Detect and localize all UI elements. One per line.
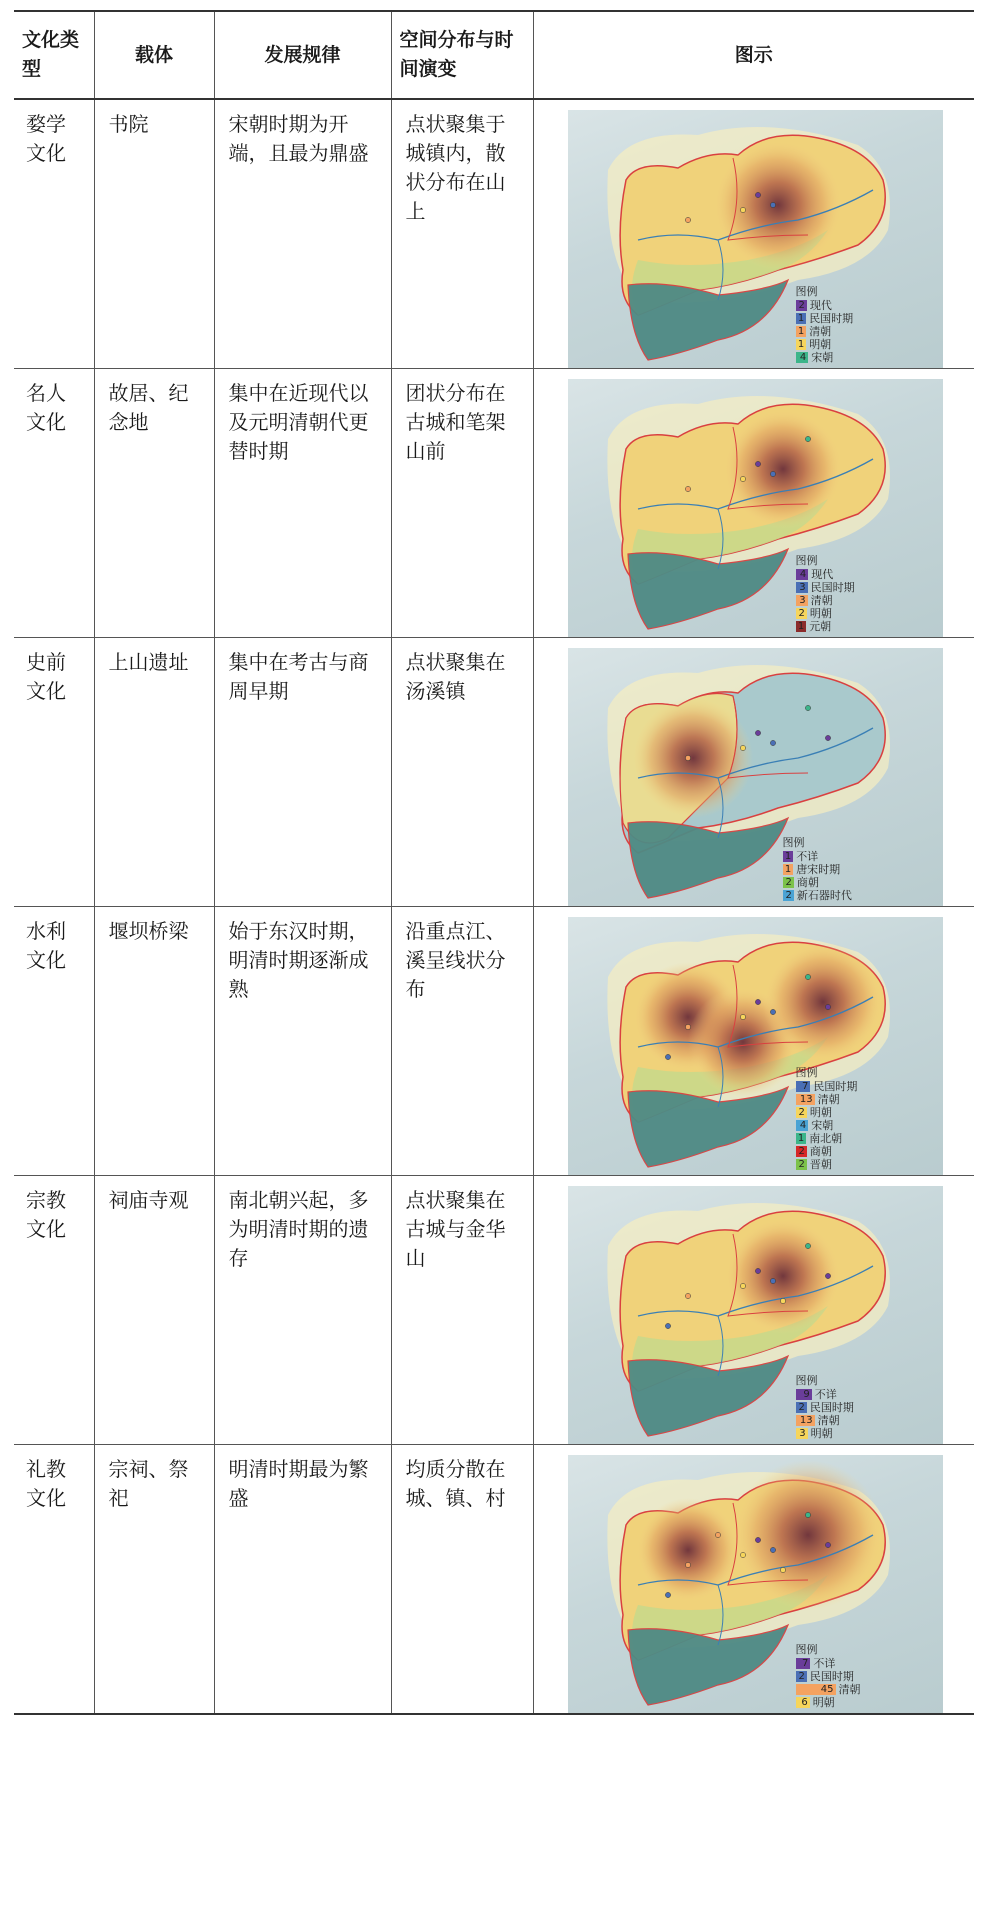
legend-count-bar: 1: [783, 864, 794, 875]
mountain-area: [628, 280, 788, 360]
legend-count-bar: 1: [796, 1133, 807, 1144]
heatmap-map-graphic: [568, 648, 943, 906]
distribution-map: [568, 379, 943, 637]
table-row: [14, 369, 974, 638]
legend-label: 商朝: [809, 1145, 832, 1158]
legend-item: [796, 312, 854, 325]
table-row: [14, 99, 974, 369]
site-point: [685, 217, 690, 222]
legend-label: 明朝: [809, 1106, 832, 1119]
legend-item: [796, 1696, 861, 1709]
site-point: [755, 730, 760, 735]
legend-label: 明朝: [810, 1427, 833, 1440]
site-point: [770, 1278, 775, 1283]
legend-count-bar: 13: [796, 1415, 815, 1426]
legend-count-bar: 2: [796, 1671, 807, 1682]
legend-count-bar: 3: [796, 582, 808, 593]
heatmap-map-graphic: [568, 1186, 943, 1444]
site-point: [755, 1268, 760, 1273]
site-point: [715, 1532, 720, 1537]
legend-item: [796, 581, 855, 594]
legend-count-bar: 45: [796, 1684, 836, 1695]
legend-count-bar: 3: [796, 595, 808, 606]
carrier-cell: 宗祠、祭祀: [94, 1445, 214, 1715]
legend-label: 现代: [811, 568, 834, 581]
site-point: [740, 1014, 745, 1019]
legend-label: 民国时期: [809, 1401, 854, 1414]
heatmap-map-graphic: [568, 110, 943, 368]
figure-cell: [533, 1445, 974, 1715]
map-legend: [796, 554, 855, 633]
table-header-row: [14, 11, 974, 99]
map-legend: [796, 1066, 858, 1171]
culture-type-cell: 婺学文化: [14, 99, 94, 369]
distribution-map: [568, 648, 943, 906]
legend-count-bar: 4: [796, 569, 809, 580]
culture-type-cell: 礼教文化: [14, 1445, 94, 1715]
site-point: [805, 1243, 810, 1248]
header-figure: 图示: [533, 11, 974, 99]
legend-item: [796, 620, 855, 633]
legend-count-bar: 9: [796, 1389, 812, 1400]
legend-item: [796, 338, 854, 351]
culture-type-cell: 宗教文化: [14, 1176, 94, 1445]
map-legend: [783, 836, 852, 902]
site-point: [740, 207, 745, 212]
culture-type-cell: 水利文化: [14, 907, 94, 1176]
legend-label: 清朝: [838, 1683, 861, 1696]
site-point: [665, 1054, 670, 1059]
legend-item: [796, 1657, 861, 1670]
legend-item: [796, 1145, 858, 1158]
table-row: [14, 907, 974, 1176]
legend-item: [796, 594, 855, 607]
legend-item: [796, 1401, 854, 1414]
legend-label: 清朝: [809, 325, 832, 338]
table-row: [14, 1445, 974, 1715]
legend-count-bar: 1: [796, 313, 807, 324]
legend-label: 明朝: [809, 607, 832, 620]
legend-count-bar: 1: [783, 851, 794, 862]
carrier-cell: 上山遗址: [94, 638, 214, 907]
distribution-map: [568, 110, 943, 368]
legend-count-bar: 1: [796, 621, 807, 632]
legend-item: [796, 1670, 861, 1683]
heatmap-map-graphic: [568, 379, 943, 637]
legend-label: 现代: [809, 299, 832, 312]
site-point: [755, 461, 760, 466]
heat-hotspot: [733, 1460, 883, 1610]
culture-type-cell: 名人文化: [14, 369, 94, 638]
legend-label: 明朝: [812, 1696, 835, 1709]
legend-label: 民国时期: [809, 1670, 854, 1683]
heat-hotspot: [633, 698, 753, 818]
distribution-cell: 团状分布在古城和笔架山前: [391, 369, 533, 638]
site-point: [685, 486, 690, 491]
legend-label: 民国时期: [813, 1080, 858, 1093]
legend-item: [783, 889, 852, 902]
distribution-cell: 点状聚集在汤溪镇: [391, 638, 533, 907]
pattern-cell: 集中在近现代以及元明清朝代更替时期: [214, 369, 391, 638]
figure-cell: [533, 907, 974, 1176]
legend-count-bar: 4: [796, 1120, 809, 1131]
distribution-map: [568, 1186, 943, 1444]
pattern-cell: 明清时期最为繁盛: [214, 1445, 391, 1715]
legend-label: 商朝: [796, 876, 819, 889]
site-point: [770, 471, 775, 476]
mountain-area: [628, 818, 788, 898]
legend-item: [796, 1414, 854, 1427]
site-point: [685, 1024, 690, 1029]
legend-count-bar: 3: [796, 1428, 808, 1439]
legend-title: 图例: [795, 285, 818, 298]
culture-table-container: [14, 10, 974, 1715]
site-point: [825, 1004, 830, 1009]
legend-title: 图例: [795, 1374, 818, 1387]
legend-label: 宋朝: [811, 351, 834, 364]
legend-count-bar: 2: [796, 1159, 807, 1170]
site-point: [755, 192, 760, 197]
legend-item: [796, 351, 854, 364]
legend-count-bar: 2: [783, 877, 794, 888]
legend-item: [796, 1158, 858, 1171]
site-point: [770, 740, 775, 745]
site-point: [685, 755, 690, 760]
site-point: [825, 1273, 830, 1278]
site-point: [740, 1552, 745, 1557]
legend-title: 图例: [795, 554, 818, 567]
site-point: [740, 1283, 745, 1288]
legend-label: 新石器时代: [796, 889, 852, 902]
legend-count-bar: 4: [796, 352, 809, 363]
map-legend: [796, 1374, 854, 1440]
mountain-area: [628, 1625, 788, 1705]
distribution-map: [568, 1455, 943, 1713]
legend-label: 不详: [796, 850, 819, 863]
heatmap-map-graphic: [568, 917, 943, 1175]
figure-cell: [533, 1176, 974, 1445]
distribution-cell: 均质分散在城、镇、村: [391, 1445, 533, 1715]
site-point: [685, 1293, 690, 1298]
legend-count-bar: 13: [796, 1094, 815, 1105]
distribution-map: [568, 917, 943, 1175]
legend-count-bar: 6: [796, 1697, 810, 1708]
site-point: [770, 1009, 775, 1014]
site-point: [825, 1542, 830, 1547]
legend-count-bar: 1: [796, 326, 807, 337]
carrier-cell: 堰坝桥梁: [94, 907, 214, 1176]
figure-cell: [533, 99, 974, 369]
site-point: [805, 436, 810, 441]
legend-item: [783, 863, 852, 876]
legend-title: 图例: [795, 1643, 818, 1656]
legend-count-bar: 1: [796, 339, 807, 350]
legend-label: 元朝: [809, 620, 832, 633]
site-point: [780, 1298, 785, 1303]
legend-title: 图例: [782, 836, 805, 849]
pattern-cell: 集中在考古与商周早期: [214, 638, 391, 907]
map-legend: [796, 285, 854, 364]
legend-item: [783, 850, 852, 863]
legend-label: 民国时期: [810, 581, 855, 594]
mountain-area: [628, 1356, 788, 1436]
pattern-cell: 宋朝时期为开端，且最为鼎盛: [214, 99, 391, 369]
legend-item: [796, 325, 854, 338]
legend-label: 民国时期: [809, 312, 854, 325]
legend-item: [796, 607, 855, 620]
legend-count-bar: 2: [796, 1146, 807, 1157]
legend-label: 晋朝: [809, 1158, 832, 1171]
site-point: [825, 735, 830, 740]
heat-hotspot: [723, 409, 843, 529]
site-point: [740, 745, 745, 750]
site-point: [665, 1323, 670, 1328]
legend-count-bar: 2: [796, 1402, 807, 1413]
carrier-cell: 祠庙寺观: [94, 1176, 214, 1445]
site-point: [780, 1567, 785, 1572]
site-point: [770, 202, 775, 207]
legend-label: 宋朝: [811, 1119, 834, 1132]
pattern-cell: 始于东汉时期，明清时期逐渐成熟: [214, 907, 391, 1176]
legend-item: [796, 1119, 858, 1132]
site-point: [755, 999, 760, 1004]
header-pattern: 发展规律: [214, 11, 391, 99]
site-point: [805, 974, 810, 979]
site-point: [805, 705, 810, 710]
legend-label: 不详: [813, 1657, 836, 1670]
map-legend: [796, 1643, 861, 1709]
heatmap-map-graphic: [568, 1455, 943, 1713]
site-point: [740, 476, 745, 481]
legend-count-bar: 2: [796, 300, 807, 311]
distribution-cell: 点状聚集在古城与金华山: [391, 1176, 533, 1445]
legend-label: 清朝: [817, 1414, 840, 1427]
site-point: [665, 1592, 670, 1597]
site-point: [685, 1562, 690, 1567]
legend-item: [783, 876, 852, 889]
legend-label: 不详: [814, 1388, 837, 1401]
pattern-cell: 南北朝兴起，多为明清时期的遗存: [214, 1176, 391, 1445]
legend-label: 南北朝: [809, 1132, 843, 1145]
distribution-cell: 点状聚集于城镇内，散状分布在山上: [391, 99, 533, 369]
figure-cell: [533, 369, 974, 638]
carrier-cell: 故居、纪念地: [94, 369, 214, 638]
legend-title: 图例: [795, 1066, 818, 1079]
legend-count-bar: 2: [796, 608, 807, 619]
carrier-cell: 书院: [94, 99, 214, 369]
legend-item: [796, 1388, 854, 1401]
site-point: [770, 1547, 775, 1552]
distribution-cell: 沿重点江、溪呈线状分布: [391, 907, 533, 1176]
legend-item: [796, 1080, 858, 1093]
mountain-area: [628, 549, 788, 629]
legend-item: [796, 1132, 858, 1145]
legend-count-bar: 7: [796, 1081, 811, 1092]
heat-hotspot: [713, 140, 843, 270]
legend-count-bar: 2: [783, 890, 794, 901]
site-point: [755, 1537, 760, 1542]
legend-item: [796, 299, 854, 312]
heat-hotspot: [725, 1218, 841, 1334]
table-row: [14, 638, 974, 907]
header-carrier: 载体: [94, 11, 214, 99]
legend-label: 清朝: [817, 1093, 840, 1106]
legend-item: [796, 1427, 854, 1440]
site-point: [805, 1512, 810, 1517]
legend-item: [796, 1106, 858, 1119]
mountain-area: [628, 1087, 788, 1167]
legend-item: [796, 1683, 861, 1696]
legend-count-bar: 7: [796, 1658, 811, 1669]
header-distribution: 空间分布与时间演变: [391, 11, 533, 99]
figure-cell: [533, 638, 974, 907]
legend-item: [796, 1093, 858, 1106]
culture-table: [14, 10, 974, 1715]
legend-count-bar: 2: [796, 1107, 807, 1118]
table-row: [14, 1176, 974, 1445]
legend-item: [796, 568, 855, 581]
heat-hotspot: [636, 1498, 740, 1602]
legend-label: 清朝: [810, 594, 833, 607]
header-culture-type: 文化类型: [14, 11, 94, 99]
legend-label: 唐宋时期: [796, 863, 841, 876]
culture-type-cell: 史前文化: [14, 638, 94, 907]
legend-label: 明朝: [809, 338, 832, 351]
